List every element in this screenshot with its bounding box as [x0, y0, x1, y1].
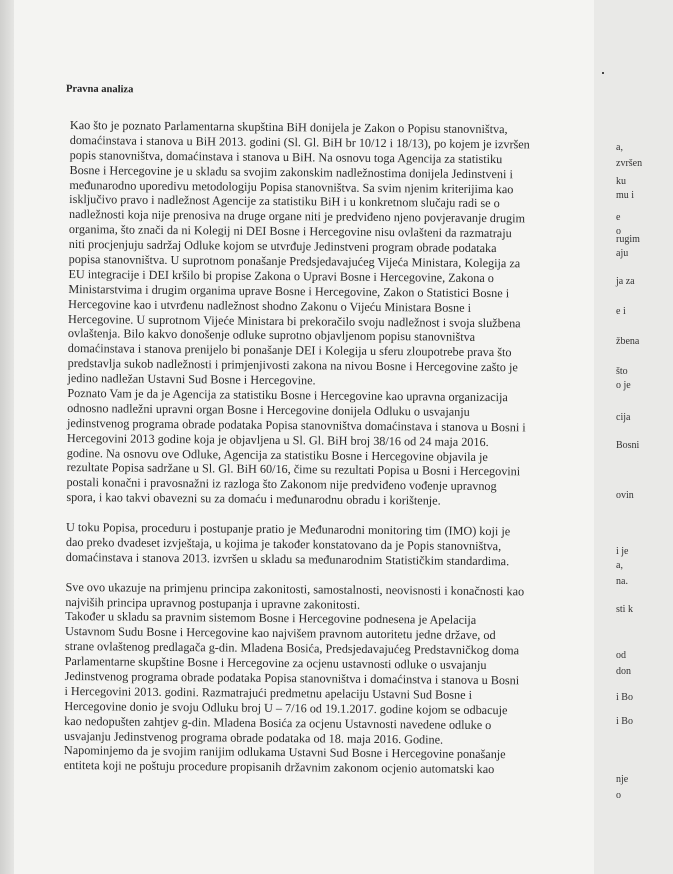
- bleed-fragment: o: [616, 790, 621, 801]
- bleed-fragment: don: [616, 666, 631, 677]
- text-line: jedinstvenog programa obrade podataka Popisa stanovništva domaćinstava i stanova u Bosni i: [67, 415, 526, 435]
- text-line: U toku Popisa, proceduru i postupanje pratio je Međunarodni monitoring tim (IMO) koji je: [66, 520, 511, 539]
- bleed-fragment: sti k: [616, 604, 633, 615]
- text-line: entiteta koji ne poštuju procedure propisanih državnim zakonom ocjenio automatski kao: [63, 758, 495, 777]
- bleed-fragment: rugim: [616, 234, 640, 245]
- bleed-fragment: a,: [616, 142, 623, 153]
- text-line: strane ovlaštenog predlagača g-din. Mladena Bosića, Predsjedavajućeg Predstavničkog doma: [64, 639, 520, 658]
- text-line: najviših principa upravnog postupanja i upravne zakonitosti.: [65, 594, 361, 612]
- bleed-fragment: e: [616, 212, 621, 223]
- bleed-fragment: i je: [616, 546, 629, 557]
- text-line: popis stanovništva, domaćinstava i stanova u BiH. Na osnovu toga Agencija za statistiku: [69, 147, 503, 166]
- bleed-fragment: ku: [616, 176, 626, 187]
- text-line: usvajanju Jedinstvenog programa obrade podataka od 18. maja 2016. Godine.: [64, 728, 444, 747]
- bleed-fragment: aju: [616, 248, 629, 259]
- text-line: domaćinstava i stanova 2013. izvršen u skladu sa međunarodnim Statističkim standardima.: [65, 549, 510, 569]
- paragraph: [64, 580, 586, 779]
- paragraph: [66, 386, 587, 510]
- text-line: jedino nadležan Ustavni Sud Bosne i Hercegovine.: [67, 371, 316, 388]
- scan-speck: [602, 72, 604, 74]
- bleed-fragment: na.: [616, 576, 628, 587]
- bleed-fragment: od: [616, 650, 626, 661]
- bleed-fragment: što: [616, 366, 628, 377]
- bleed-fragment: Bosni: [616, 440, 640, 451]
- bleed-fragment: zvršen: [616, 158, 643, 169]
- text-line: Hercegovine. U suprotnom Vijeće Ministara bi prekoračilo svoju nadležnost i svoja službena: [68, 311, 521, 330]
- bleed-fragment: e i: [616, 306, 626, 317]
- text-line: spora, i kao takvi obavezni su za domaću i međunarodnu obradu i korištenje.: [66, 490, 441, 508]
- document-page: [14, 0, 594, 874]
- text-line: Sve ovo ukazuje na primjenu principa zakonitosti, samostalnosti, neovisnosti i konačnosti kao: [65, 579, 525, 598]
- bleed-fragment: cija: [616, 412, 631, 423]
- text-line: rezultate Popisa sadržane u Sl. Gl. BiH 60/16, čime su rezultati Popisa u Bosni i Hercegovini: [66, 460, 521, 479]
- paragraph: [67, 118, 590, 391]
- text-line: ovlaštenja. Bilo kakvo donošenje odluke suprotno objavljenom popisu stanovništva: [67, 326, 476, 345]
- text-line: Jedinstvenog programa obrade podataka Popisa stanovništva i domaćinstva i stanova u Bosni: [64, 668, 520, 688]
- text-line: organima, što znači da ni Kolegij ni DEI Bosne i Hercegovine nisu ovlašteni da razmatraju: [68, 222, 512, 241]
- text-line: niti procjenjuju sadržaj Odluke kojom se utvrđuje Jedinstveni program obrade podataka: [68, 237, 497, 256]
- text-line: domaćinstava i stanova prenijelo bi ponašanje DEI i Kolegija u sferu zloupotrebe prava što: [67, 341, 512, 360]
- bleed-fragment: ja za: [616, 276, 635, 287]
- bleed-fragment: žbena: [616, 336, 640, 347]
- text-line: nadležnosti koja nije prenosiva na druge organe niti je predviđeno njeno povjeravanje drugim: [69, 207, 526, 226]
- text-line: kao nedopušten zahtjev g-din. Mladena Bosića za ocjenu Ustavnosti navedene odluke o: [64, 713, 492, 732]
- bleed-through-text: [616, 0, 673, 874]
- bleed-fragment: i Bo: [616, 692, 633, 703]
- text-line: Hercegovini 2013 godine koja je objavljena u Sl. Gl. BiH broj 38/16 od 24 maja 2016.: [66, 430, 489, 449]
- text-line: Poznato Vam je da je Agencija za statistiku Bosne i Hercegovine kao upravna organizacija: [67, 386, 508, 405]
- text-line: dao preko dvadeset izvještaja, u kojima je također konstatovano da je Popis stanovništva,: [65, 534, 502, 554]
- text-line: postali konačni i pravosnažni iz razloga što Zakonom nije predviđeno vođenje upravnog: [66, 475, 497, 494]
- bleed-fragment: o: [616, 226, 621, 237]
- text-line: Kao što je poznato Parlamentarna skupština BiH donijela je Zakon o Popisu stanovništva,: [69, 118, 508, 137]
- text-line: odnosno nadležni upravni organ Bosne i Hercegovine donijela Odluku o usvajanju: [67, 400, 470, 419]
- bleed-fragment: mu i: [616, 190, 635, 201]
- text-line: Parlamentarne skupštine Bosne i Hercegovine za ocjenu ustavnosti odluke o usvajanju: [64, 654, 487, 673]
- text-line: Bosne i Hercegovine je u skladu sa svojim zakonskim nadležnostima donijela Jedinstveni i: [69, 162, 513, 181]
- bleed-fragment: o je: [616, 380, 631, 391]
- bleed-fragment: nje: [616, 774, 629, 785]
- text-line: godine. Na osnovu ove Odluke, Agencija za statistiku Bosne i Hercegovine objavila je: [66, 445, 488, 464]
- text-line: domaćinstava i stanova u BiH 2013. godini (Sl. Gl. BiH br 10/12 i 18/13), po kojem je izvršen: [69, 132, 530, 152]
- text-line: isključivo pravo i nadležnost Agencije za statistiku BiH i u konkretnom slučaju radi se o: [69, 192, 500, 211]
- text-line: Hercegovine kao i utvrđenu nadležnost shodno Zakonu o Vijeću Ministara Bosne i: [68, 296, 472, 315]
- document-body: [64, 118, 590, 778]
- text-line: Ustavnom Sudu Bosne i Hercegovine kao najvišem pravnom autoritetu jedne države, od: [65, 624, 496, 643]
- text-line: EU integracije i DEI kršilo bi propise Zakona o Upravi Bosne i Hercegovine, Zakona o: [68, 266, 494, 285]
- text-line: i Hercegovini 2013. godini. Razmatrajući predmetnu apelaciju Ustavni Sud Bosne i: [64, 683, 473, 702]
- text-line: predstavlja sukob nadležnosti i primjenjivosti zakona na nivou Bosne i Hercegovine zašto je: [67, 356, 518, 375]
- text-line: Također u skladu sa pravnim sistemom Bosne i Hercegovine podnesena je Apelacija: [65, 609, 477, 628]
- paragraph: [66, 520, 586, 570]
- bleed-fragment: a,: [616, 560, 623, 571]
- document-title: Pravna analiza: [65, 83, 134, 96]
- text-line: popisa stanovništva. U suprotnom ponašanje Predsjedavajućeg Vijeća Ministara, Kolegija za: [68, 252, 521, 271]
- text-line: Hercegovine donio je svoju Odluku broj U – 7/16 od 19.1.2017. godine kojom se odbacuje: [64, 698, 508, 717]
- text-line: Napominjemo da je svojim ranijim odlukama Ustavni Sud Bosne i Hercegovine ponašanje: [63, 743, 506, 762]
- text-line: Ministarstvima i drugim organima uprave Bosne i Hercegovine, Zakon o Statistici Bosne i: [68, 281, 510, 301]
- bleed-fragment: i Bo: [616, 716, 633, 727]
- bleed-fragment: ovin: [616, 490, 634, 501]
- text-line: međunarodno uporedivu metodologiju Popisa stanovništva. Sa svim njenim kriterijima kao: [69, 177, 514, 196]
